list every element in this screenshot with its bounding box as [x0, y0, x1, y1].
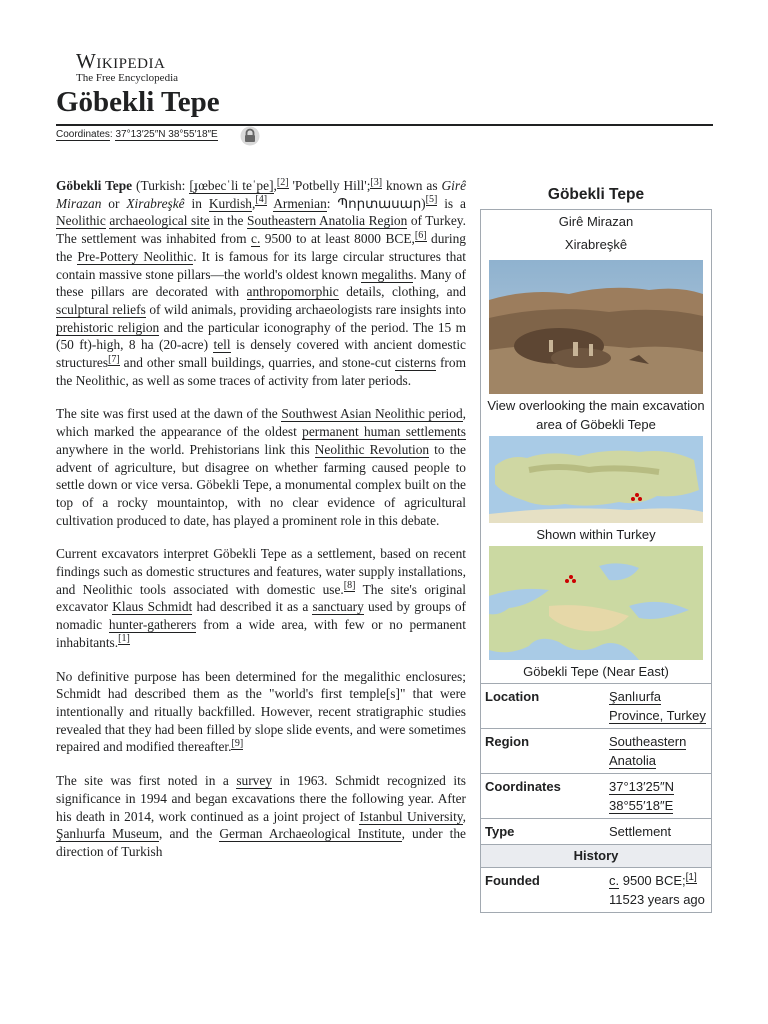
coordinates-label-link[interactable]: Coordinates [56, 129, 110, 140]
ref-8[interactable]: [8] [343, 580, 356, 592]
article-body [56, 177, 466, 877]
ref-6[interactable]: [6] [414, 229, 427, 241]
coordinates-line [56, 128, 218, 142]
infobox [480, 181, 712, 913]
infobox-row-coordinates [481, 773, 711, 818]
infobox-row-location [481, 683, 711, 728]
paragraph-4: No definitive purpose has been determined for the megalithic enclosures; Schmidt had described them as the "world's first temple[s]" that were intentionally and ritually backfilled. However, recent stratigraphic studies revealed that they had been filled by slope slide events, and were sometimes repaired and modified thereafter.[9] [56, 668, 466, 755]
paragraph-1: Göbekli Tepe (Turkish: [ɟœbecˈli teˈpe],[2] 'Potbelly Hill';[3] known as Girê Mirazan or Xirabreşkê in Kurdish,[4] Armenian: Պորտասար)[5] is a Neolithic archaeological site in the Southeastern Anatolia Region of Turkey. The settlement was inhabited from c. 9500 to at least 8000 BCE,[6] during the Pre-Pottery Neolithic. It is famous for its large circular structures that contain massive stone pillars—the world's oldest known megaliths. Many of these pillars are decorated with anthropomorphic details, clothing, and sculptural reliefs of wild animals, providing archaeologists rare insights into prehistoric religion and the particular iconography of the period. The 15 m (50 ft)-high, 8 ha (20-acre) tell is densely covered with ancient domestic structures[7] and other small buildings, quarries, and stone-cut cisterns from the Neolithic, as well as some traces of activity from later periods. [56, 176, 467, 388]
neolithic-revolution-link[interactable]: Neolithic Revolution [314, 441, 430, 457]
row-label: Location [485, 689, 540, 704]
sanctuary-link[interactable]: sanctuary [312, 599, 364, 615]
sculptural-reliefs-link[interactable]: sculptural reliefs [56, 301, 146, 317]
hunter-gatherers-link[interactable]: hunter-gatherers [108, 617, 197, 633]
circa-link[interactable]: c. [251, 231, 261, 247]
row-label: Type [485, 824, 515, 839]
lock-icon[interactable] [240, 126, 260, 146]
permanent-settlements-link[interactable]: permanent human settlements [302, 424, 466, 440]
history-header: History [481, 844, 711, 867]
photo-caption: View overlooking the main excavation area of Göbekli Tepe [487, 398, 705, 432]
founded-ref[interactable]: [1] [685, 871, 697, 883]
page-title: Göbekli Tepe [56, 86, 220, 118]
megaliths-link[interactable]: megaliths [361, 266, 414, 282]
infobox-row-type [481, 818, 711, 844]
logo-tagline: The Free Encyclopedia [76, 72, 179, 84]
archaeological-site-link[interactable]: archaeological site [109, 213, 210, 229]
swa-neolithic-link[interactable]: Southwest Asian Neolithic period [281, 406, 463, 422]
ref-5[interactable]: [5] [425, 194, 438, 206]
wikipedia-logo[interactable] [76, 51, 178, 84]
ref-2[interactable]: [2] [276, 176, 289, 188]
ipa-link[interactable]: [ɟœbecˈli teˈpe] [189, 178, 274, 193]
klaus-schmidt-link[interactable]: Klaus Schmidt [112, 599, 193, 615]
type-value: Settlement [609, 824, 672, 839]
ref-4[interactable]: [4] [255, 194, 268, 206]
logo-wordmark: Wikipedia [76, 49, 166, 73]
neolithic-link[interactable]: Neolithic [56, 213, 106, 229]
founded-value: 9500 BCE; [619, 873, 686, 888]
cisterns-link[interactable]: cisterns [395, 355, 437, 371]
alt-name-2: Xirabreşkê [564, 237, 628, 252]
paragraph-5: The site was first noted in a survey in 1963. Schmidt recognized its significance in 1994 and began excavations there the following year. After his death in 2014, work continued as a joint project of Istanbul University, Şanlıurfa Museum, and the German Archaeological Institute, under the direction of Turkish [56, 773, 466, 859]
near-east-locator-map[interactable] [489, 546, 703, 660]
german-archaeological-institute-link[interactable]: German Archaeological Institute [219, 826, 402, 842]
founded-ago: 11523 years ago [609, 892, 705, 907]
ppn-link[interactable]: Pre-Pottery Neolithic [77, 248, 194, 264]
infobox-row-founded [481, 867, 711, 912]
alt-name-1: Girê Mirazan [558, 214, 634, 229]
turkey-locator-map[interactable] [489, 436, 703, 523]
location-link[interactable]: Şanlıurfa Province, Turkey [609, 689, 706, 723]
site-photo[interactable] [489, 260, 703, 394]
southeastern-anatolia-link[interactable]: Southeastern Anatolia Region [247, 213, 408, 229]
row-label: Founded [485, 873, 540, 888]
ref-7[interactable]: [7] [108, 353, 120, 365]
infobox-title: Göbekli Tepe [547, 186, 645, 203]
infobox-row-region [481, 728, 711, 773]
paragraph-3: Current excavators interpret Göbekli Tepe as a settlement, based on recent findings such as domestic structures and features, water supply installations, and Neolithic tools associated with domestic use.[8] The site's original excavator Klaus Schmidt had described it as a sanctuary used by groups of nomadic hunter-gatherers from a wide area, with few or no permanent inhabitants.[1] [56, 546, 467, 650]
circa-link[interactable]: c. [609, 873, 620, 888]
tell-link[interactable]: tell [213, 337, 231, 353]
row-label: Coordinates [485, 779, 561, 794]
turkey-caption: Shown within Turkey [536, 527, 656, 542]
anthropomorphic-link[interactable]: anthropomorphic [246, 284, 339, 300]
armenian-link[interactable]: Armenian [273, 195, 327, 211]
near-east-caption: Göbekli Tepe (Near East) [523, 664, 669, 679]
row-label: Region [485, 734, 530, 749]
title-divider [56, 124, 713, 126]
ref-1a[interactable]: [1] [118, 633, 130, 645]
ref-9[interactable]: [9] [231, 737, 244, 749]
region-link[interactable]: Southeastern Anatolia [609, 734, 687, 768]
paragraph-2: The site was first used at the dawn of the Southwest Asian Neolithic period, which marked the appearance of the oldest permanent human settlements anywhere in the world. Prehistorians link this Neolithic Revolution to the advent of agriculture, but disagree on whether farming caused people to settle down or vice versa. Göbekli Tepe, a monumental complex built on the top of a rocky mountaintop, with no clear evidence of agricultural cultivation produced to date, has played a prominent role in this debate. [56, 406, 466, 528]
sanliurfa-museum-link[interactable]: Şanlıurfa Museum [56, 826, 160, 842]
infobox-frame [480, 209, 712, 913]
ref-3[interactable]: [3] [370, 176, 383, 188]
prehistoric-religion-link[interactable]: prehistoric religion [56, 319, 160, 335]
coordinates-link[interactable]: 37°13′25″N 38°55′18″E [609, 779, 675, 813]
coordinates-value-link[interactable]: 37°13′25″N 38°55′18″E [115, 129, 218, 140]
coordinates-sep: : [109, 129, 116, 140]
kurdish-link[interactable]: Kurdish [208, 195, 253, 211]
survey-link[interactable]: survey [236, 773, 273, 789]
istanbul-university-link[interactable]: Istanbul University [359, 808, 463, 824]
